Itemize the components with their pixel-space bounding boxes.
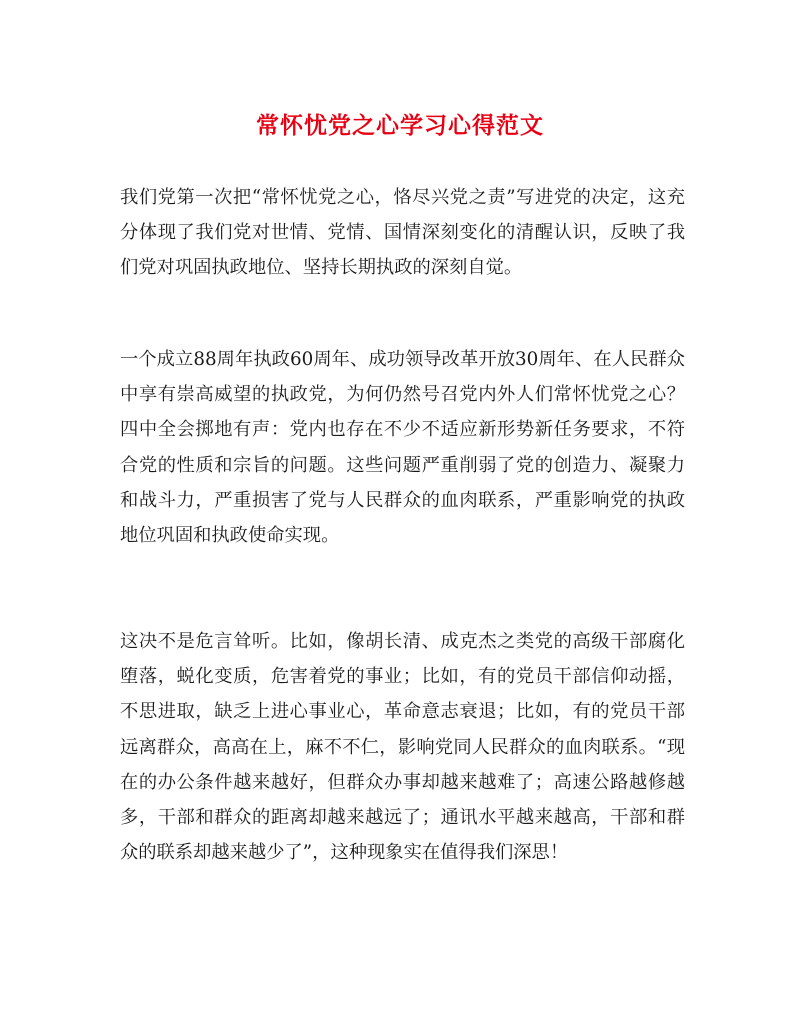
paragraph-1: 我们党第一次把“常怀忧党之心，恪尽兴党之责”写进党的决定，这充分体现了我们党对世情、党情、国情深刻变化的清醒认识，反映了我们党对巩固执政地位、坚持长期执政的深刻自觉。 [120,187,685,279]
paragraph-2: 一个成立88周年执政60周年、成功领导改革开放30周年、在人民群众中享有崇高威望的执政党，为何仍然号召党内外人们常怀忧党之心？四中全会掷地有声：党内也存在不少不适应新形势新任务要求，不符合党的性质和宗旨的问题。这些问题严重削弱了党的创造力、凝聚力和战斗力，严重损害了党与人民群众的血肉联系，严重影响党的执政地位巩固和执政使命实现。 [120,349,685,547]
paragraph-3: 这决不是危言耸听。比如，像胡长清、成克杰之类党的高级干部腐化堕落，蜕化变质，危害着党的事业；比如，有的党员干部信仰动摇，不思进取，缺乏上进心事业心，革命意志衰退；比如，有的党员干部远离群众，高高在上，麻不不仁，影响党同人民群众的血肉联系。“现在的办公条件越来越好，但群众办事却越来越难了；高速公路越修越多，干部和群众的距离却越来越远了；通讯水平越来越高，干部和群众的联系却越来越少了”，这种现象实在值得我们深思！ [120,631,685,864]
document-title: 常怀忧党之心学习心得范文 [256,112,544,139]
